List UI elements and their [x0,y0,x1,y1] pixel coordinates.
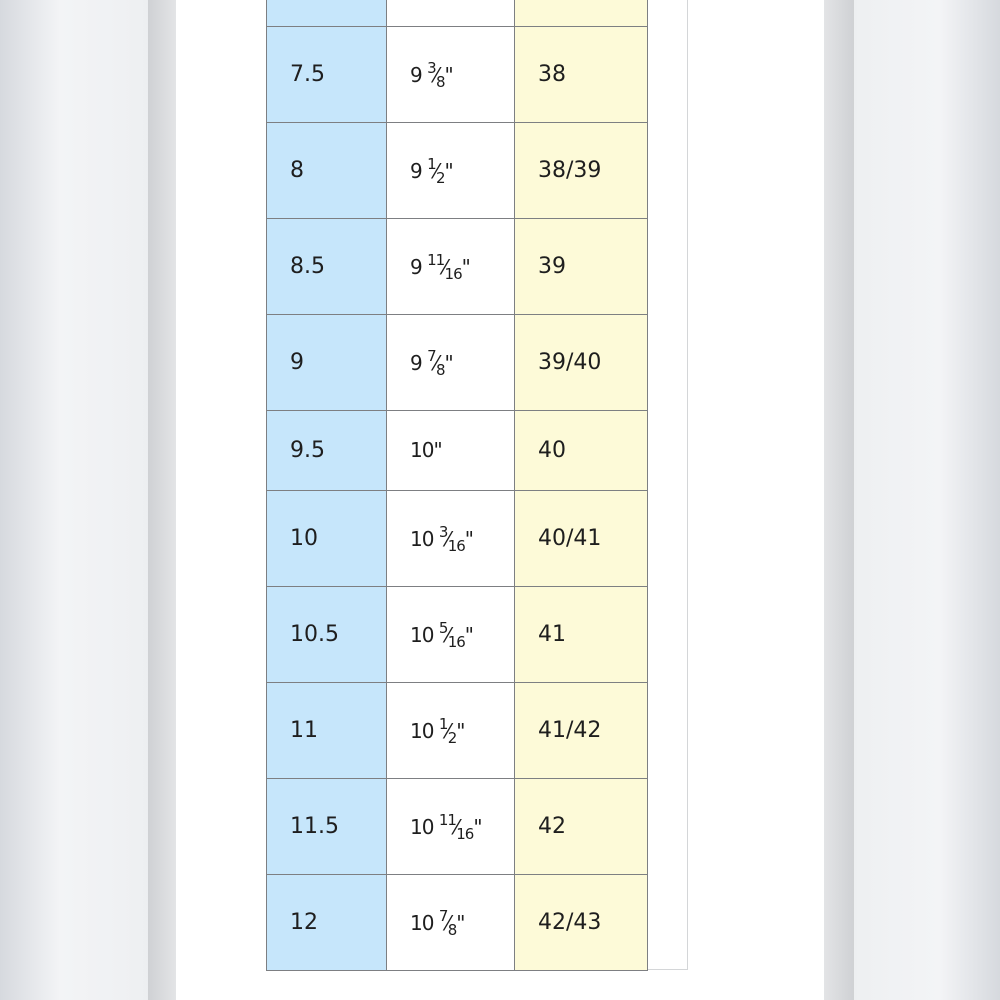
fraction-slash: ⁄ [434,62,437,87]
fraction-denominator: 16 [444,264,462,283]
inches-cell [387,411,515,491]
fraction-numerator: 5 [438,618,448,637]
fraction-denominator: 8 [435,360,445,379]
fraction-denominator: 16 [447,632,465,651]
fraction-slash: ⁄ [443,254,446,279]
table-row [267,219,648,315]
fraction-slash: ⁄ [446,526,449,551]
fraction-denominator: 16 [456,824,474,843]
inches-whole: 10 [410,438,434,462]
eu-size-cell: 39 [515,219,648,315]
fraction-numerator: 11 [427,250,445,269]
fraction-slash: ⁄ [446,622,449,647]
fraction-numerator: 11 [438,810,456,829]
fraction-numerator: 3 [427,58,436,77]
eu-size-cell: 42/43 [515,875,648,971]
table-row [267,27,648,123]
us-size-cell: 8 [267,123,387,219]
fraction-numerator: 3 [438,522,448,541]
us-size-cell: 9 [267,315,387,411]
eu-size-cell: 39/40 [515,315,648,411]
eu-size-cell: 42 [515,779,648,875]
table-row [267,491,648,587]
inches-value [410,347,453,379]
inches-value [410,155,453,187]
fraction-denominator: 16 [447,536,465,555]
fraction-numerator: 7 [427,346,436,365]
fraction-denominator: 8 [435,72,445,91]
inches-cell [387,123,515,219]
table-row [267,0,648,27]
inch-mark: " [464,526,473,551]
eu-size-cell [515,0,648,27]
page-shadow-right [824,0,854,1000]
inches-cell [387,315,515,411]
us-size-cell: 12 [267,875,387,971]
inches-cell [387,27,515,123]
inch-mark: " [444,350,453,375]
fraction-denominator: 2 [435,168,445,187]
table-row [267,587,648,683]
inches-value [410,523,473,555]
us-size-cell: 10 [267,491,387,587]
inches-cell [387,0,515,27]
inches-value [410,59,453,91]
table-row [267,875,648,971]
eu-size-cell: 38/39 [515,123,648,219]
us-size-cell: 11.5 [267,779,387,875]
inches-value [410,251,470,283]
inch-mark: " [433,438,442,462]
inches-whole: 10 [410,526,439,551]
eu-size-cell: 41 [515,587,648,683]
us-size-cell: 8.5 [267,219,387,315]
eu-size-cell: 40/41 [515,491,648,587]
inch-mark: " [456,910,465,935]
inches-cell [387,683,515,779]
inch-mark: " [473,814,482,839]
table-row [267,779,648,875]
inches-cell [387,779,515,875]
fraction-slash: ⁄ [454,814,458,839]
us-size-cell: 7.5 [267,27,387,123]
fraction-denominator: 2 [447,728,457,747]
inches-whole: 9 [410,254,428,279]
fraction-slash: ⁄ [446,718,449,743]
inches-cell [387,219,515,315]
table-row [267,315,648,411]
inches-value [410,715,464,747]
us-size-cell: 11 [267,683,387,779]
inches-whole: 9 [410,158,428,183]
inches-whole: 9 [410,350,428,375]
fraction-numerator: 1 [427,154,436,173]
us-size-cell [267,0,387,27]
fraction-slash: ⁄ [446,910,449,935]
inches-whole: 10 [410,622,439,647]
size-chart-table [266,0,648,971]
inches-whole: 10 [410,910,439,935]
us-size-cell: 9.5 [267,411,387,491]
inches-whole: 10 [410,718,439,743]
fraction-slash: ⁄ [434,158,437,183]
eu-size-cell: 40 [515,411,648,491]
inches-whole: 10 [410,814,439,839]
table-row [267,411,648,491]
inches-value [410,619,473,651]
inch-mark: " [461,254,470,279]
table-row [267,683,648,779]
inch-mark: " [444,62,453,87]
us-size-cell: 10.5 [267,587,387,683]
eu-size-cell: 41/42 [515,683,648,779]
inches-cell [387,875,515,971]
inch-mark: " [464,622,473,647]
table-row [267,123,648,219]
inches-cell [387,491,515,587]
fraction-slash: ⁄ [434,350,437,375]
inches-whole: 9 [410,62,428,87]
fraction-denominator: 8 [447,920,457,939]
inches-cell [387,587,515,683]
inches-value [410,811,482,843]
inch-mark: " [456,718,465,743]
inches-value [410,438,442,462]
fraction-numerator: 7 [438,906,448,925]
inch-mark: " [444,158,453,183]
inches-value [410,907,464,939]
page-shadow-left [148,0,176,1000]
eu-size-cell: 38 [515,27,648,123]
fraction-numerator: 1 [438,714,448,733]
